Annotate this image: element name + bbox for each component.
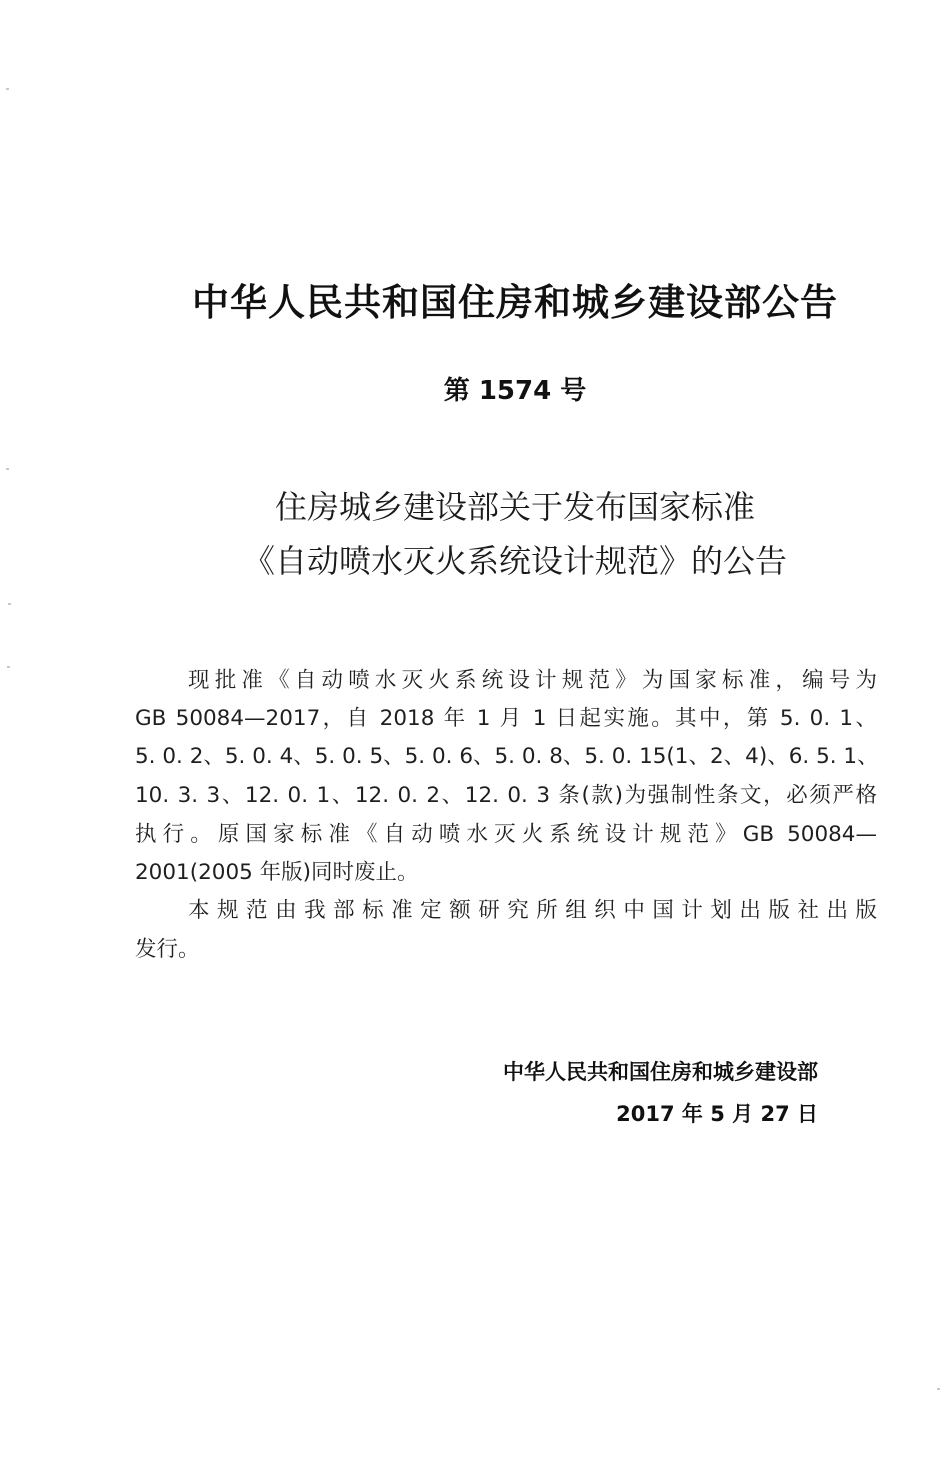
scan-speck [937, 1388, 940, 1390]
body-text-line: 发行。 [135, 937, 200, 962]
body-text-line: 5. 0. 2、5. 0. 4、5. 0. 5、5. 0. 6、5. 0. 8、5. 0. 15(1、2、4)、6. 5. 1、 [135, 744, 879, 769]
body-text-line: 10. 3. 3、12. 0. 1、12. 0. 2、12. 0. 3 条(款)为强制性条文，必须严格 [135, 783, 877, 808]
scan-speck [7, 666, 10, 668]
issue-date: 2017 年 5 月 27 日 [616, 1102, 818, 1126]
scan-speck [6, 88, 9, 90]
body-text-line: 执行。原国家标准《自动喷水灭火系统设计规范》GB 50084— [135, 822, 877, 847]
announcement-title: 中华人民共和国住房和城乡建设部公告 [192, 281, 838, 324]
announcement-number: 第 1574 号 [443, 376, 587, 406]
announcement-subtitle-line-2: 《自动喷水灭火系统设计规范》的公告 [242, 542, 787, 580]
body-text-line: 现批准《自动喷水灭火系统设计规范》为国家标准，编号为 [188, 668, 877, 693]
body-text-line: 2001(2005 年版)同时废止。 [135, 860, 419, 885]
announcement-subtitle-line-1: 住房城乡建设部关于发布国家标准 [274, 488, 755, 526]
issuer-name: 中华人民共和国住房和城乡建设部 [503, 1060, 818, 1084]
scan-speck [6, 468, 9, 470]
body-text-line: 本规范由我部标准定额研究所组织中国计划出版社出版 [188, 898, 877, 923]
body-text-line: GB 50084—2017，自 2018 年 1 月 1 日起实施。其中，第 5. 0. 1、 [135, 706, 877, 731]
scan-speck [8, 603, 11, 605]
